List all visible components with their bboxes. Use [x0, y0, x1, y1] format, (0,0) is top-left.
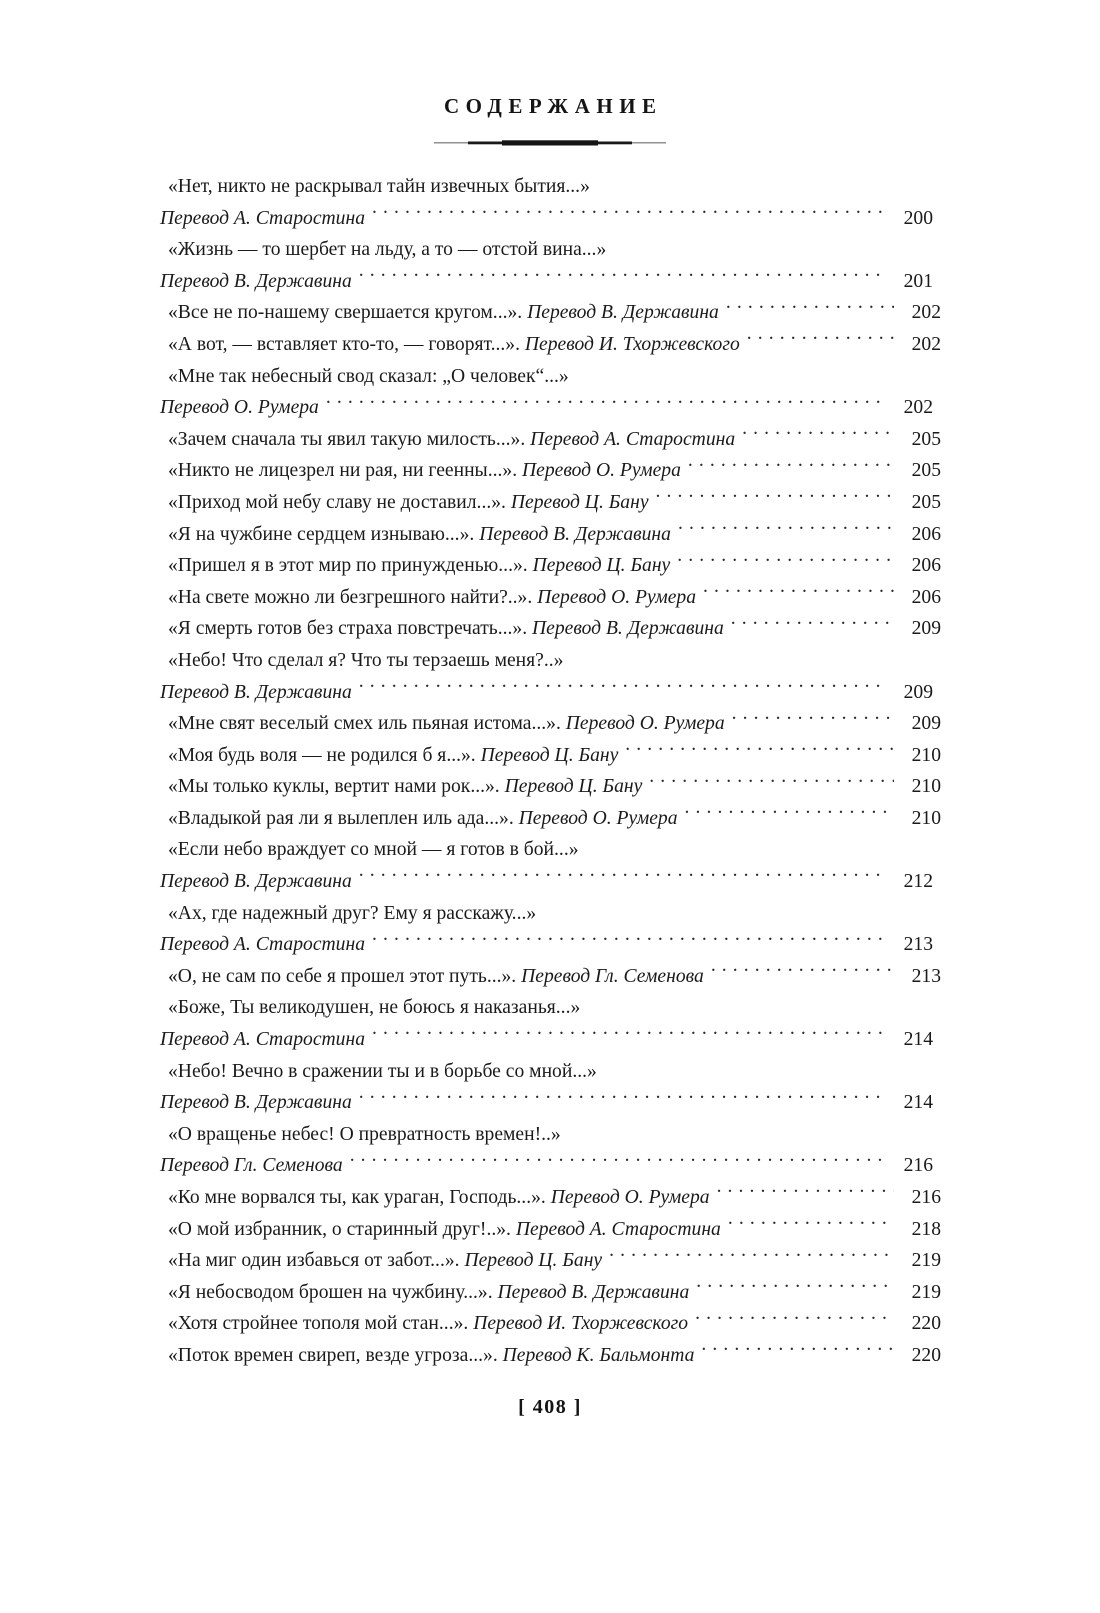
- entry-page-number: 209: [903, 681, 933, 703]
- entry-page-number: 210: [911, 807, 941, 829]
- entry-poem-title: «Никто не лицезрел ни рая, ни геенны...».: [168, 460, 518, 482]
- entry-translator: Перевод И. Тхоржевского: [473, 1313, 689, 1335]
- entry-title-line: [160, 1056, 941, 1088]
- entry-page-number: 220: [911, 1313, 941, 1335]
- entry-poem-title: «Небо! Вечно в сражении ты и в борьбе со мной...»: [168, 1060, 597, 1082]
- entry-translator: Перевод В. Державина: [527, 302, 719, 324]
- toc-entry[interactable]: [160, 1214, 941, 1246]
- dot-leader: [359, 1089, 886, 1109]
- dot-leader: [685, 804, 894, 824]
- entry-inline-line: [160, 1214, 941, 1246]
- dot-leader: [742, 425, 894, 445]
- entry-inline-line: [160, 613, 941, 645]
- entry-translator: Перевод В. Державина: [160, 681, 352, 703]
- entry-translator: Перевод Ц. Бану: [504, 776, 643, 798]
- entry-poem-title: «Хотя стройнее тополя мой стан...».: [168, 1313, 469, 1335]
- toc-entry[interactable]: [160, 424, 941, 456]
- entry-title-line: [160, 992, 941, 1024]
- entry-translator: Перевод А. Старостина: [515, 1218, 721, 1240]
- entry-credit-line: [160, 392, 933, 424]
- entry-poem-title: «Владыкой рая ли я вылеплен иль ада...».: [168, 807, 514, 829]
- entry-translator: Перевод И. Тхоржевского: [524, 333, 740, 355]
- toc-entry[interactable]: [160, 1308, 941, 1340]
- entry-page-number: 206: [911, 523, 941, 545]
- toc-entry[interactable]: [160, 1182, 941, 1214]
- entry-inline-line: [160, 961, 941, 993]
- toc-entry[interactable]: [160, 1277, 941, 1309]
- entry-translator: Перевод В. Державина: [532, 618, 724, 640]
- entry-page-number: 214: [903, 1029, 933, 1051]
- dot-leader: [326, 394, 886, 414]
- entry-inline-line: [160, 519, 941, 551]
- dot-leader: [677, 552, 894, 572]
- entry-inline-line: [160, 1340, 941, 1372]
- toc-entry[interactable]: [160, 898, 933, 961]
- entry-inline-line: [160, 1308, 941, 1340]
- entry-page-number: 212: [903, 871, 933, 893]
- entry-title-line: [160, 898, 941, 930]
- toc-entry[interactable]: [160, 297, 941, 329]
- dot-leader: [359, 678, 886, 698]
- entry-page-number: 219: [911, 1250, 941, 1272]
- entry-translator: Перевод А. Старостина: [160, 1029, 365, 1051]
- entry-poem-title: «Боже, Ты великодушен, не боюсь я наказанья...»: [168, 997, 581, 1019]
- entry-translator: Перевод О. Румера: [160, 397, 319, 419]
- page-title: СОДЕРЖАНИЕ: [443, 94, 663, 118]
- entry-title-line: [160, 645, 941, 677]
- entry-translator: Перевод О. Румера: [565, 713, 725, 735]
- toc-entry[interactable]: [160, 740, 941, 772]
- dot-leader: [726, 299, 894, 319]
- toc-entry[interactable]: [160, 455, 941, 487]
- entry-poem-title: «О мой избранник, о старинный друг!..».: [168, 1218, 511, 1240]
- dot-leader: [656, 488, 894, 508]
- entry-page-number: 216: [911, 1187, 941, 1208]
- entry-translator: Перевод К. Бальмонта: [502, 1344, 695, 1366]
- entry-poem-title: «Ах, где надежный друг? Ему я расскажу...»: [168, 902, 537, 924]
- dot-leader: [703, 583, 894, 603]
- toc-entry[interactable]: [160, 708, 941, 740]
- entry-poem-title: «Жизнь — то шербет на льду, а то — отстой вина...»: [168, 239, 607, 261]
- entry-credit-line: [160, 203, 933, 235]
- toc-header: [0, 0, 1100, 152]
- toc-entry[interactable]: [160, 171, 933, 234]
- entry-translator: Перевод А. Старостина: [160, 207, 365, 229]
- entry-credit-line: [160, 866, 933, 898]
- entry-title-line: [160, 1119, 941, 1151]
- dot-leader: [372, 931, 886, 951]
- entry-page-number: 205: [911, 491, 941, 513]
- toc-entry[interactable]: [160, 1245, 941, 1277]
- entry-page-number: 206: [911, 555, 941, 577]
- toc-entry[interactable]: [160, 834, 933, 897]
- entry-title-line: [160, 234, 941, 266]
- entry-page-number: 220: [911, 1344, 941, 1366]
- entry-inline-line: [160, 708, 941, 740]
- dot-leader: [609, 1247, 894, 1267]
- entry-poem-title: «А вот, — вставляет кто-то, — говорят...».: [168, 333, 520, 355]
- entry-poem-title: «Нет, никто не раскрывал тайн извечных бытия...»: [168, 176, 590, 197]
- entry-inline-line: [160, 771, 941, 803]
- dot-leader: [695, 1310, 894, 1330]
- dot-leader: [732, 710, 894, 730]
- entry-inline-line: [160, 740, 941, 772]
- entry-translator: Перевод Ц. Бану: [464, 1250, 603, 1272]
- dot-leader: [701, 1341, 894, 1361]
- entry-inline-line: [160, 550, 941, 582]
- dot-leader: [747, 330, 894, 350]
- entry-inline-line: [160, 582, 941, 614]
- entry-page-number: 218: [911, 1218, 941, 1240]
- entry-page-number: 202: [911, 302, 941, 324]
- dot-leader: [359, 867, 886, 887]
- dot-leader: [678, 520, 894, 540]
- entry-page-number: 219: [911, 1281, 941, 1303]
- entry-inline-line: [160, 1245, 941, 1277]
- toc-entry[interactable]: [160, 329, 941, 361]
- entry-inline-line: [160, 1182, 941, 1214]
- entry-page-number: 205: [911, 460, 941, 482]
- toc-entry[interactable]: [160, 992, 933, 1055]
- entry-page-number: 216: [903, 1155, 933, 1177]
- entry-inline-line: [160, 329, 941, 361]
- entry-page-number: 210: [911, 744, 941, 766]
- toc-entry[interactable]: [160, 1119, 933, 1182]
- entry-translator: Перевод О. Румера: [518, 807, 678, 829]
- entry-poem-title: «Зачем сначала ты явил такую милость...».: [168, 428, 526, 450]
- entry-poem-title: «Я небосводом брошен на чужбину...».: [168, 1281, 493, 1303]
- toc-entry[interactable]: [160, 803, 941, 835]
- entry-inline-line: [160, 1277, 941, 1309]
- entry-inline-line: [160, 487, 941, 519]
- toc-entry[interactable]: [160, 487, 941, 519]
- toc-entry[interactable]: [160, 961, 941, 993]
- dot-leader: [350, 1152, 886, 1172]
- entry-translator: Перевод Гл. Семенова: [521, 965, 704, 987]
- toc-entry[interactable]: [160, 519, 941, 551]
- entry-credit-line: [160, 1024, 933, 1056]
- toc-entry[interactable]: [160, 234, 933, 297]
- dot-leader: [731, 615, 894, 635]
- entry-translator: Перевод О. Румера: [550, 1187, 710, 1208]
- entry-credit-line: [160, 1087, 933, 1119]
- dot-leader: [649, 773, 894, 793]
- entry-title-line: [160, 171, 941, 203]
- toc-entry[interactable]: [160, 613, 941, 645]
- entry-translator: Перевод О. Румера: [522, 460, 681, 482]
- dot-leader: [711, 962, 894, 982]
- entry-translator: Перевод А. Старостина: [160, 934, 365, 956]
- entry-page-number: 209: [911, 713, 941, 735]
- dot-leader: [372, 204, 886, 224]
- entry-translator: Перевод В. Державина: [160, 1092, 352, 1114]
- entry-page-number: 200: [903, 207, 933, 229]
- dot-leader: [625, 741, 894, 761]
- page-folio: [ 408 ]: [518, 1396, 582, 1418]
- entry-page-number: 214: [903, 1092, 933, 1114]
- dot-leader: [372, 1025, 886, 1045]
- entry-poem-title: «На свете можно ли безгрешного найти?..».: [168, 586, 533, 608]
- toc-entry[interactable]: [160, 1056, 933, 1119]
- entry-poem-title: «Я смерть готов без страха повстречать...».: [168, 618, 528, 640]
- entry-poem-title: «Небо! Что сделал я? Что ты терзаешь меня?..»: [168, 649, 564, 671]
- entry-poem-title: «Если небо враждует со мной — я готов в бой...»: [168, 839, 579, 861]
- entry-poem-title: «Мне свят веселый смех иль пьяная истома...».: [168, 713, 561, 735]
- entry-page-number: 201: [903, 270, 933, 292]
- entry-poem-title: «Моя будь воля — не родился б я...».: [168, 744, 476, 766]
- entry-poem-title: «О вращенье небес! О превратность времен!..»: [168, 1123, 561, 1145]
- entry-translator: Перевод В. Державина: [497, 1281, 690, 1303]
- entry-poem-title: «Мне так небесный свод сказал: „О человек“...»: [168, 365, 569, 387]
- entry-inline-line: [160, 297, 941, 329]
- entry-translator: Перевод Ц. Бану: [480, 744, 619, 766]
- ornament-rule-icon: [434, 134, 666, 152]
- entry-poem-title: «На миг один избавься от забот...».: [168, 1250, 460, 1272]
- entry-poem-title: «Приход мой небу славу не доставил...».: [168, 491, 506, 513]
- entry-page-number: 205: [911, 428, 941, 450]
- entry-poem-title: «Пришел я в этот мир по принужденью...».: [168, 555, 528, 577]
- entry-credit-line: [160, 929, 933, 961]
- entry-credit-line: [160, 266, 933, 298]
- entry-inline-line: [160, 803, 941, 835]
- toc-entry[interactable]: [160, 1340, 941, 1372]
- dot-leader: [728, 1215, 894, 1235]
- entry-translator: Перевод Гл. Семенова: [160, 1155, 343, 1177]
- entry-page-number: 209: [911, 618, 941, 640]
- entry-translator: Перевод Ц. Бану: [510, 491, 649, 513]
- dot-leader: [688, 457, 894, 477]
- toc-entry[interactable]: [160, 582, 941, 614]
- entry-page-number: 213: [911, 965, 941, 987]
- dot-leader: [359, 267, 886, 287]
- entry-page-number: 206: [911, 586, 941, 608]
- entry-translator: Перевод В. Державина: [160, 871, 352, 893]
- entry-translator: Перевод О. Румера: [537, 586, 697, 608]
- entry-inline-line: [160, 424, 941, 456]
- entry-poem-title: «Я на чужбине сердцем изнываю...».: [168, 523, 475, 545]
- dot-leader: [717, 1183, 894, 1203]
- entry-poem-title: «Все не по-нашему свершается кругом...».: [168, 302, 523, 324]
- entry-poem-title: «Ко мне ворвался ты, как ураган, Господь...».: [168, 1187, 546, 1208]
- entry-page-number: 210: [911, 776, 941, 798]
- toc-entry[interactable]: [160, 645, 933, 708]
- entry-page-number: 213: [903, 934, 933, 956]
- entry-translator: Перевод Ц. Бану: [532, 555, 671, 577]
- toc-entry[interactable]: [160, 361, 933, 424]
- entry-title-line: [160, 834, 941, 866]
- entry-inline-line: [160, 455, 941, 487]
- entry-page-number: 202: [903, 397, 933, 419]
- entry-translator: Перевод В. Державина: [160, 270, 352, 292]
- entry-poem-title: «Поток времен свиреп, везде угроза...».: [168, 1344, 498, 1366]
- entry-poem-title: «О, не сам по себе я прошел этот путь...».: [168, 965, 517, 987]
- toc-entry-list: [160, 171, 941, 1372]
- dot-leader: [696, 1278, 894, 1298]
- entry-translator: Перевод А. Старостина: [530, 428, 736, 450]
- entry-poem-title: «Мы только куклы, вертит нами рок...».: [168, 776, 500, 798]
- toc-entry[interactable]: [160, 771, 941, 803]
- toc-entry[interactable]: [160, 550, 941, 582]
- entry-page-number: 202: [911, 333, 941, 355]
- entry-credit-line: [160, 677, 933, 709]
- entry-credit-line: [160, 1150, 933, 1182]
- entry-translator: Перевод В. Державина: [479, 523, 671, 545]
- entry-title-line: [160, 361, 941, 393]
